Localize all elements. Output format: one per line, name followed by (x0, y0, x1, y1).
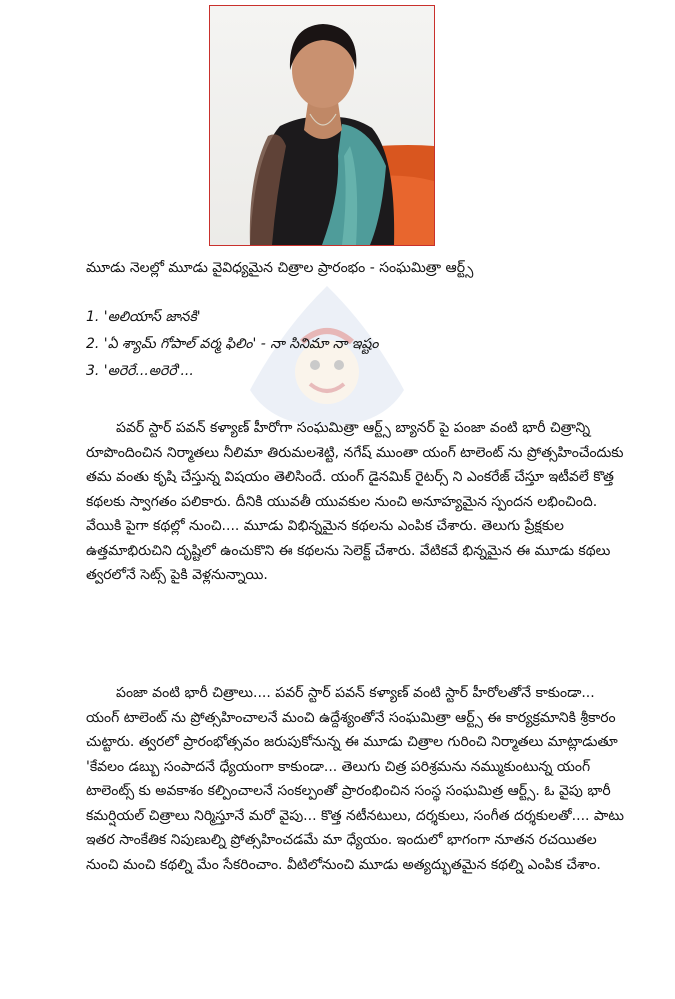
film-list (86, 304, 378, 385)
article-headline: మూడు నెలల్లో మూడు వైవిధ్యమైన చిత్రాల ప్రారంభం - సంఘమిత్రా ఆర్ట్స్ (86, 260, 474, 276)
list-item: 1. 'అలియాస్ జానకి' (86, 309, 201, 325)
producer-photo (209, 5, 435, 246)
article-paragraph-2: పంజా వంటి భారీ చిత్రాలు.... పవర్ స్టార్ పవన్ కళ్యాణ్ వంటి స్టార్ హీరోలతోనే కాకుండా... యంగ్ టాలెంట్ ను ప్రోత్సహించాలనే మంచి ఉద్దేశ్యంతోనే సంఘమిత్రా ఆర్ట్స్ ఈ కార్యక్రమానికి శ్రీకారం చుట్టారు. త్వరలో ప్రారంభోత్సవం జరుపుకోనున్న ఈ మూడు చిత్రాల గురించి నిర్మాతలు మాట్లాడుతూ 'కేవలం డబ్బు సంపాదనే ధ్యేయంగా కాకుండా... తెలుగు చిత్ర పరిశ్రమను నమ్ముకుంటున్న యంగ్ టాలెంట్స్ కు అవకాశం కల్పించాలనే సంకల్పంతో ప్రారంభించిన సంస్థ సంఘమిత్ర ఆర్ట్స్. ఓ వైపు భారీ కమర్షియల్ చిత్రాలు నిర్మిస్తూనే మరో వైపు... కొత్త నటీనటులు, దర్శకులు, సంగీత దర్శకులతో.... పాటు ఇతర సాంకేతిక నిపుణుల్ని ప్రోత్సహించడమే మా ధ్యేయం. ఇందులో భాగంగా నూతన రచయితల నుంచి మంచి కథల్ని మేం సేకరించాం. వీటిలోనుంచి మూడు అత్యద్భుతమైన కథల్ని ఎంపిక చేశాం. (86, 685, 625, 873)
list-item: 2. 'ఏ శ్యామ్ గోపాల్ వర్మ ఫిలిం' - నా సినిమా నా ఇష్టం (86, 336, 379, 352)
portrait-illustration (210, 6, 434, 245)
article-paragraph-1: పవర్ స్టార్ పవన్ కళ్యాణ్ హీరోగా సంఘమిత్రా ఆర్ట్స్ బ్యానర్ పై పంజా వంటి భారీ చిత్రాన్ని రూపొందించిన నిర్మాతలు నీలిమా తిరుమలశెట్టి, నగేష్ ముంతా యంగ్ టాలెంట్ ను ప్రోత్సహించేందుకు తమ వంతు కృషి చేస్తున్న విషయం తెలిసిందే. యంగ్ డైనమిక్ రైటర్స్ ని ఎంకరేజ్ చేస్తూ ఇటీవలే కొత్త కథలకు స్వాగతం పలికారు. దీనికి యువతీ యువకుల నుంచి అనూహ్యమైన స్పందన లభించింది. వేయికి పైగా కథల్లో నుంచి.... మూడు విభిన్నమైన కథలను ఎంపిక చేశారు. తెలుగు ప్రేక్షకుల ఉత్తమాభిరుచిని దృష్టిలో ఉంచుకొని ఈ కథలను సెలెక్ట్ చేశారు. వేటికవే భిన్నమైన ఈ మూడు కథలు త్వరలోనే సెట్స్ పైకి వెళ్లనున్నాయి. (86, 420, 624, 583)
list-item: 3. 'అరెరే...అరెరే'... (86, 363, 194, 379)
